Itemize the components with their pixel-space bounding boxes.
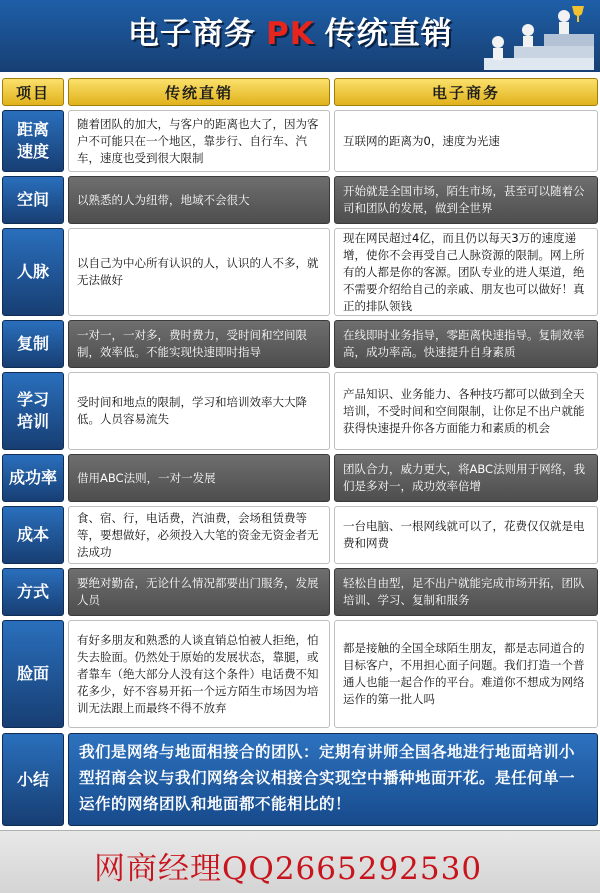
row-label: 复制 [2,320,64,368]
title-left: 电子商务 [128,16,256,52]
ecommerce-cell: 在线即时业务指导，零距离快速指导。复制效率高，成功率高。快速提升自身素质 [334,320,598,368]
ecommerce-cell: 开始就是全国市场，陌生市场，甚至可以随着公司和团队的发展，做到全世界 [334,176,598,224]
table-row [2,568,598,616]
page-title [128,8,453,53]
table-row [2,372,598,450]
summary-text: 我们是网络与地面相接合的团队：定期有讲师全国各地进行地面培训小型招商会议与我们网络会议相接合实现空中播种地面开花。是任何单一运作的网络团队和地面都不能相比的！ [68,733,598,826]
row-label: 距离 速度 [2,110,64,172]
ecommerce-cell: 轻松自由型，足不出户就能完成市场开拓，团队培训、学习、复制和服务 [334,568,598,616]
title-banner [0,0,600,72]
row-label: 成本 [2,506,64,564]
ecommerce-cell: 团队合力，威力更大，将ABC法则用于网络，我们是多对一，成功效率倍增 [334,454,598,502]
traditional-cell: 随着团队的加大，与客户的距离也大了，因为客户不可能只在一个地区，靠步行、自行车、汽车，速度也受到很大限制 [68,110,330,172]
row-label: 空间 [2,176,64,224]
ecommerce-cell: 一台电脑、一根网线就可以了，花费仅仅就是电费和网费 [334,506,598,564]
traditional-cell: 受时间和地点的限制，学习和培训效率大大降低。人员容易流失 [68,372,330,450]
row-label: 成功率 [2,454,64,502]
table-row [2,454,598,502]
header-ecommerce: 电子商务 [334,78,598,106]
traditional-cell: 有好多朋友和熟悉的人谈直销总怕被人拒绝，怕失去脸面。仍然处于原始的发展状态，靠腿，或者靠车（绝大部分人没有这个条件）电话费不知花多少，好不容易开拓一个远方陌生市场因为培训无法跟上而最终不得不放弃 [68,620,330,728]
traditional-cell: 借用ABC法则，一对一发展 [68,454,330,502]
contact-text: 网商经理QQ2665292530 [94,851,483,887]
row-label: 学习 培训 [2,372,64,450]
footer-contact [0,830,600,893]
table-row [2,228,598,316]
table-header [2,78,598,106]
traditional-cell: 以熟悉的人为纽带，地域不会很大 [68,176,330,224]
traditional-cell: 要绝对勤奋，无论什么情况都要出门服务，发展人员 [68,568,330,616]
ecommerce-cell: 现在网民超过4亿，而且仍以每天3万的速度递增，使你不会再受自己人脉资源的限制。网上所有的人都是你的客源。团队专业的进人渠道，绝不需要介绍给自己的亲戚、朋友也可以做好！真正的排队领钱 [334,228,598,316]
ecommerce-cell: 互联网的距离为0，速度为光速 [334,110,598,172]
people-climbing-stairs-trophy-icon [484,2,594,70]
table-row [2,620,598,728]
traditional-cell: 食、宿、行，电话费，汽油费，会场租赁费等等，要想做好，必须投入大笔的资金无资金者无法成功 [68,506,330,564]
row-label: 方式 [2,568,64,616]
table-row [2,320,598,368]
header-item: 项目 [2,78,64,106]
header-traditional: 传统直销 [68,78,330,106]
title-pk: PK [266,16,315,52]
row-label: 脸面 [2,620,64,728]
table-row [2,506,598,564]
table-row [2,176,598,224]
ecommerce-cell: 都是接触的全国全球陌生朋友，都是志同道合的目标客户，不用担心面子问题。我们打造一个普通人也能一起合作的平台。难道你不想成为网络运作的第一批人吗 [334,620,598,728]
summary-label: 小结 [2,733,64,826]
title-right: 传统直销 [324,16,453,52]
ecommerce-cell: 产品知识、业务能力、各种技巧都可以做到全天培训，不受时间和空间限制，让你足不出户就能获得快速提升你各方面能力和素质的机会 [334,372,598,450]
traditional-cell: 一对一，一对多，费时费力，受时间和空间限制，效率低。不能实现快速即时指导 [68,320,330,368]
summary-row [2,733,598,826]
row-label: 人脉 [2,228,64,316]
table-row [2,110,598,172]
traditional-cell: 以自己为中心所有认识的人，认识的人不多，就无法做好 [68,228,330,316]
